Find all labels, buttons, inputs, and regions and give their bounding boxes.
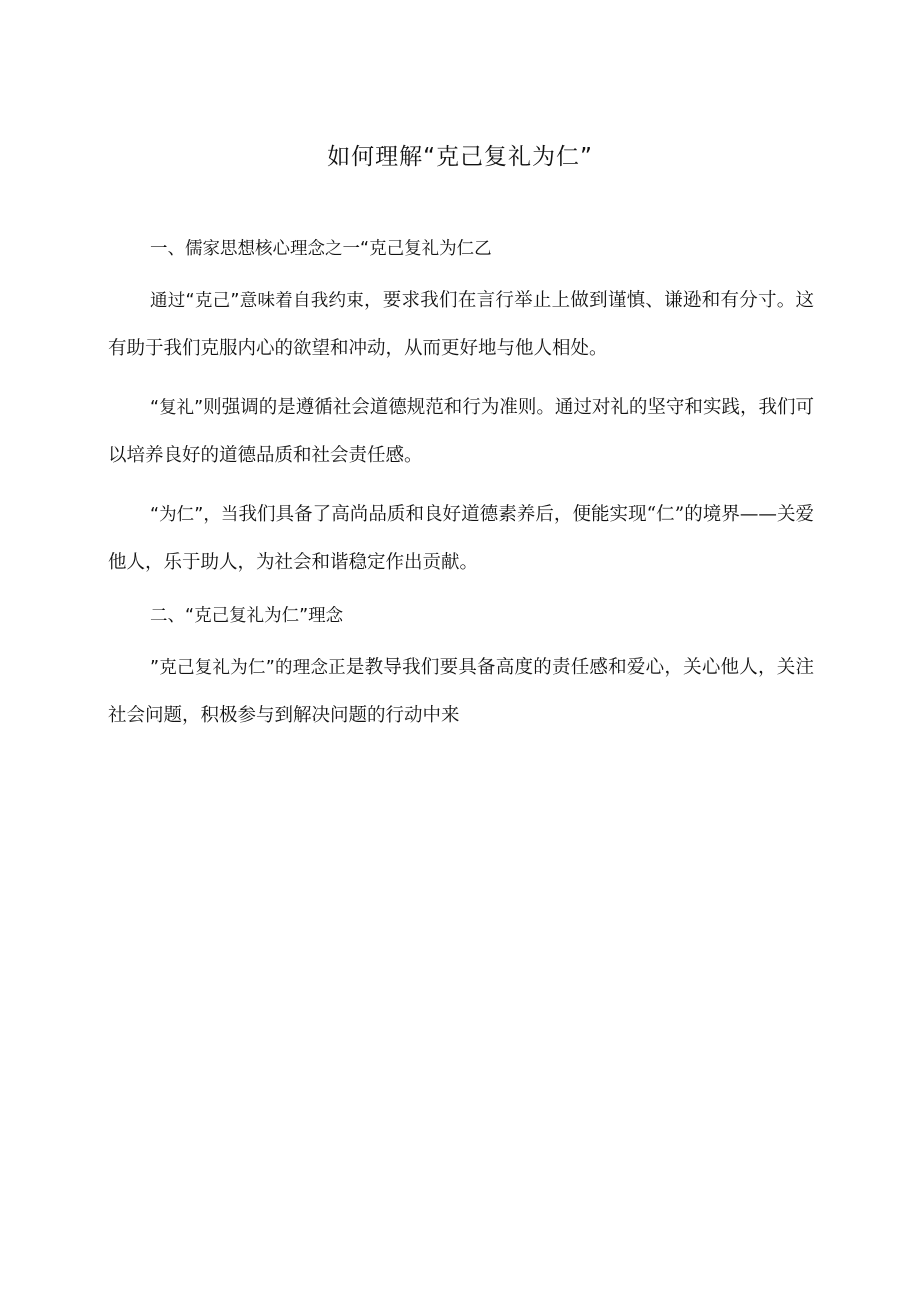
- paragraph-text: 则强调的是遵循社会道德规范和行为准则。通过对礼的坚守和实践，我们可以培养良好的道德品质和社会责任感。: [108, 397, 814, 466]
- paragraph-concept: [108, 644, 814, 739]
- paragraph-text: ，要求我们在言行举止上做到谨慎、谦逊和有分寸。这有助于我们克服内心的欲望和冲动，从而更好地与他人相处。: [108, 290, 814, 359]
- paragraph-fuli: [108, 384, 814, 479]
- paragraph-lead: “复礼”: [150, 398, 204, 418]
- document-body: [108, 231, 814, 751]
- paragraph-weiren: [108, 491, 814, 586]
- paragraph-keji: [108, 277, 814, 372]
- paragraph-lead: ”克己复礼为仁”的理念正: [150, 658, 346, 678]
- document-title: 如何理解“克己复礼为仁”: [327, 144, 593, 170]
- paragraph-lead: 通过“克己”意味着自我约束: [150, 291, 365, 311]
- paragraph-lead: “为仁”，当: [150, 505, 239, 525]
- paragraph-text: 我们具备了高尚品质和良好道德素养后，便能实现“仁”的境界——关爱他人，乐于助人，为社会和谐稳定作出贡献。: [108, 504, 815, 573]
- section-heading-2: 二、“克己复礼为仁”理念: [150, 606, 344, 626]
- paragraph-text: 是教导我们要具备高度的责任感和爱心，关心他人，关注社会问题，积极参与到解决问题的行动中来: [108, 657, 814, 726]
- section-heading-1: 一、儒家思想核心理念之一“克己复礼为仁乙: [150, 239, 492, 259]
